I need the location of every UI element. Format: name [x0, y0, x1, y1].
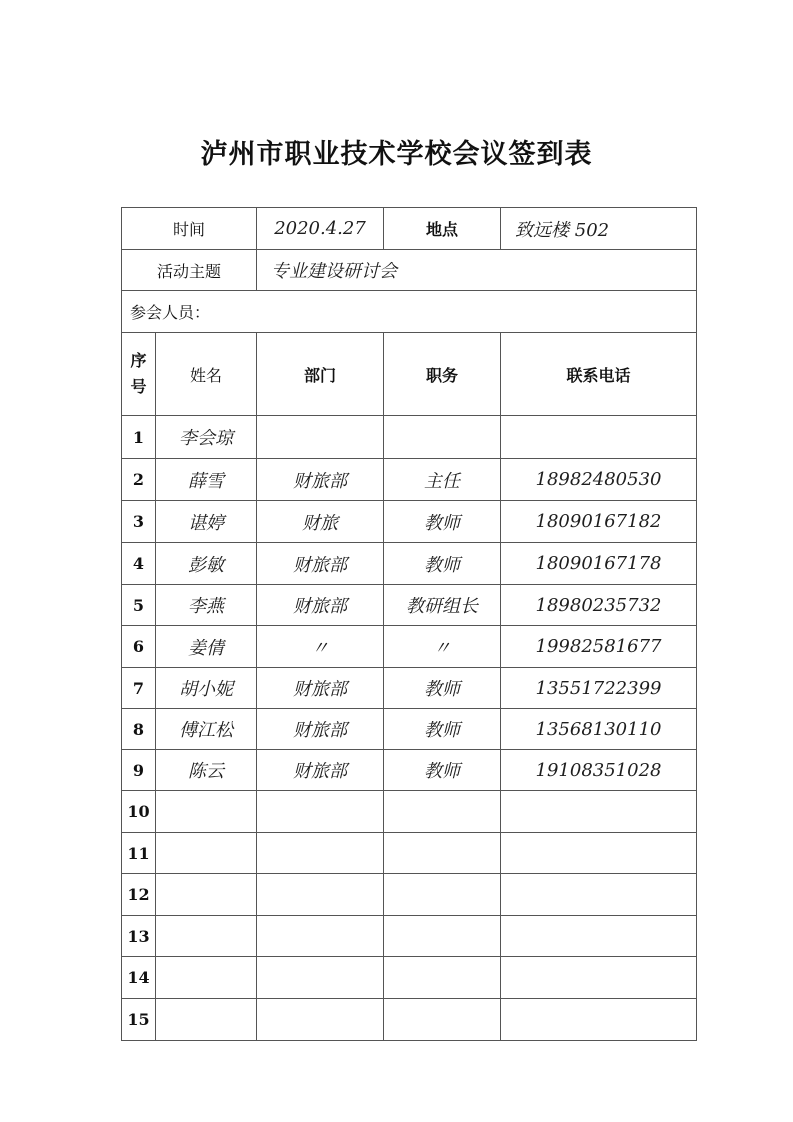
- department-cell: 〃: [257, 626, 384, 668]
- duty-cell: 教研组长: [384, 585, 501, 626]
- phone-cell: [501, 957, 697, 999]
- department-cell: [257, 957, 384, 999]
- row-number: 1: [122, 416, 156, 459]
- department-cell: [257, 416, 384, 459]
- duty-cell: 教师: [384, 501, 501, 543]
- table-row: [122, 791, 697, 833]
- seq-header: [122, 333, 156, 416]
- phone-cell: [501, 791, 697, 833]
- phone-cell: [501, 416, 697, 459]
- signature-cell: [156, 833, 257, 874]
- place-label: 地点: [384, 208, 501, 250]
- table-row: [122, 416, 697, 459]
- duty-cell: 教师: [384, 668, 501, 709]
- time-label: 时间: [122, 208, 257, 250]
- time-value: 2020.4.27: [257, 208, 384, 250]
- row-number: 3: [122, 501, 156, 543]
- department-cell: 财旅部: [257, 709, 384, 750]
- signature-cell: [156, 791, 257, 833]
- signature-cell: 薛雪: [156, 459, 257, 501]
- duty-cell: [384, 874, 501, 916]
- place-value: 致远楼 502: [501, 208, 697, 250]
- phone-cell: [501, 874, 697, 916]
- signature-cell: 陈云: [156, 750, 257, 791]
- seq-header-line-1: 序: [130, 351, 147, 370]
- phone-cell: 13551722399: [501, 668, 697, 709]
- department-cell: [257, 999, 384, 1041]
- table-row: [122, 543, 697, 585]
- department-cell: 财旅部: [257, 668, 384, 709]
- attendee-rows: [122, 416, 697, 1041]
- duty-cell: [384, 916, 501, 957]
- row-number: 4: [122, 543, 156, 585]
- row-number: 2: [122, 459, 156, 501]
- dept-header: 部门: [257, 333, 384, 416]
- duty-header: 职务: [384, 333, 501, 416]
- row-number: 8: [122, 709, 156, 750]
- attendees-label: 参会人员：: [122, 291, 697, 333]
- table-row: [122, 501, 697, 543]
- signature-cell: 李会琼: [156, 416, 257, 459]
- duty-cell: [384, 833, 501, 874]
- duty-cell: 〃: [384, 626, 501, 668]
- department-cell: [257, 916, 384, 957]
- phone-cell: [501, 833, 697, 874]
- row-number: 7: [122, 668, 156, 709]
- sign-in-table: [121, 207, 697, 1041]
- duty-cell: [384, 999, 501, 1041]
- duty-cell: [384, 957, 501, 999]
- table-row: [122, 668, 697, 709]
- department-cell: [257, 833, 384, 874]
- signature-cell: [156, 874, 257, 916]
- time-place-row: [122, 208, 697, 250]
- department-cell: [257, 791, 384, 833]
- seq-header-line-2: 号: [130, 377, 147, 396]
- row-number: 13: [122, 916, 156, 957]
- signature-cell: 胡小妮: [156, 668, 257, 709]
- table-row: [122, 833, 697, 874]
- table-row: [122, 626, 697, 668]
- document-title: 泸州市职业技术学校会议签到表: [200, 139, 593, 170]
- department-cell: 财旅部: [257, 585, 384, 626]
- duty-cell: [384, 416, 501, 459]
- department-cell: 财旅: [257, 501, 384, 543]
- signature-cell: [156, 999, 257, 1041]
- phone-header: 联系电话: [501, 333, 697, 416]
- row-number: 9: [122, 750, 156, 791]
- phone-cell: 18980235732: [501, 585, 697, 626]
- row-number: 11: [122, 833, 156, 874]
- duty-cell: 教师: [384, 543, 501, 585]
- duty-cell: 教师: [384, 750, 501, 791]
- topic-value: 专业建设研讨会: [257, 250, 697, 291]
- row-number: 15: [122, 999, 156, 1041]
- table-row: [122, 999, 697, 1041]
- table-row: [122, 874, 697, 916]
- table-row: [122, 709, 697, 750]
- attendees-row: [122, 291, 697, 333]
- phone-cell: 19108351028: [501, 750, 697, 791]
- phone-cell: [501, 916, 697, 957]
- phone-cell: 19982581677: [501, 626, 697, 668]
- department-cell: 财旅部: [257, 750, 384, 791]
- row-number: 10: [122, 791, 156, 833]
- department-cell: 财旅部: [257, 543, 384, 585]
- topic-label: 活动主题: [122, 250, 257, 291]
- table-row: [122, 916, 697, 957]
- signature-cell: 谌婷: [156, 501, 257, 543]
- signature-cell: 傅江松: [156, 709, 257, 750]
- department-cell: 财旅部: [257, 459, 384, 501]
- duty-cell: [384, 791, 501, 833]
- column-header-row: [122, 333, 697, 416]
- table-row: [122, 459, 697, 501]
- phone-cell: 18090167182: [501, 501, 697, 543]
- department-cell: [257, 874, 384, 916]
- name-header: 姓名: [156, 333, 257, 416]
- phone-cell: 18982480530: [501, 459, 697, 501]
- table-row: [122, 750, 697, 791]
- signature-cell: 姜倩: [156, 626, 257, 668]
- row-number: 5: [122, 585, 156, 626]
- table-row: [122, 957, 697, 999]
- signature-cell: [156, 916, 257, 957]
- signature-cell: 李燕: [156, 585, 257, 626]
- duty-cell: 教师: [384, 709, 501, 750]
- table-row: [122, 585, 697, 626]
- row-number: 6: [122, 626, 156, 668]
- phone-cell: 18090167178: [501, 543, 697, 585]
- row-number: 12: [122, 874, 156, 916]
- phone-cell: [501, 999, 697, 1041]
- phone-cell: 13568130110: [501, 709, 697, 750]
- signature-cell: [156, 957, 257, 999]
- signature-cell: 彭敏: [156, 543, 257, 585]
- duty-cell: 主任: [384, 459, 501, 501]
- row-number: 14: [122, 957, 156, 999]
- topic-row: [122, 250, 697, 291]
